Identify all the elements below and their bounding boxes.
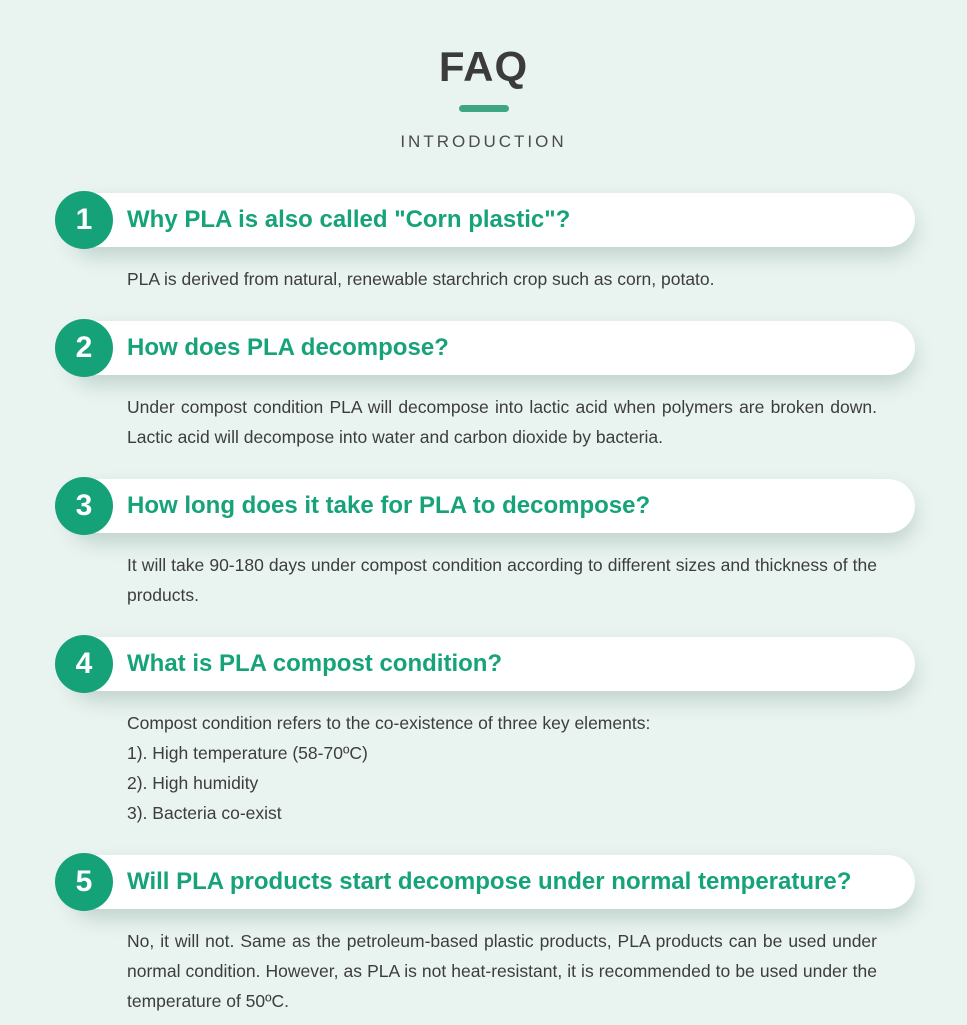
answer-block: [127, 264, 877, 294]
question-number: 2: [75, 331, 93, 364]
page-header: [0, 0, 967, 152]
title-divider: [459, 105, 509, 112]
question-text: How does PLA decompose?: [127, 334, 449, 361]
question-text: What is PLA compost condition?: [127, 650, 503, 677]
faq-item: [0, 191, 967, 294]
faq-item: [0, 477, 967, 610]
question-number-badge: [55, 853, 113, 911]
answer-line: Under compost condition PLA will decompose into lactic acid when polymers are broken down. Lactic acid will decompose into water and carbon dioxide by bacteria.: [127, 397, 877, 447]
answer-block: [127, 550, 877, 610]
answer-line: PLA is derived from natural, renewable starchrich crop such as corn, potato.: [127, 269, 715, 289]
question-number-badge: [55, 191, 113, 249]
answer-line: No, it will not. Same as the petroleum-based plastic products, PLA products can be used under normal condition. However, as PLA is not heat-resistant, it is recommended to be used under the temperature of 50ºC.: [127, 931, 877, 1011]
question-text: How long does it take for PLA to decompose?: [127, 492, 651, 519]
question-row: [0, 853, 967, 911]
question-number: 4: [75, 647, 93, 680]
answer-line: Compost condition refers to the co-existence of three key elements:: [127, 713, 651, 733]
question-row: [0, 319, 967, 377]
answer-line: 2). High humidity: [127, 773, 259, 793]
answer-block: [127, 708, 877, 828]
question-number: 5: [75, 865, 93, 898]
question-number-badge: [55, 635, 113, 693]
question-row: [0, 191, 967, 249]
faq-item: [0, 635, 967, 828]
answer-block: [127, 392, 877, 452]
answer-block: [127, 926, 877, 1016]
question-row: [0, 477, 967, 535]
page-title: FAQ: [438, 43, 529, 90]
answer-line: 3). Bacteria co-exist: [127, 803, 282, 823]
faq-list: [0, 191, 967, 1016]
faq-item: [0, 853, 967, 1016]
question-number-badge: [55, 477, 113, 535]
answer-line: It will take 90-180 days under compost condition according to different sizes and thickness of the products.: [127, 555, 877, 605]
faq-item: [0, 319, 967, 452]
question-number: 3: [75, 489, 93, 522]
question-text: Will PLA products start decompose under normal temperature?: [127, 868, 852, 895]
answer-line: 1). High temperature (58-70ºC): [127, 743, 368, 763]
question-text: Why PLA is also called "Corn plastic"?: [127, 206, 571, 233]
question-number: 1: [75, 203, 93, 236]
question-number-badge: [55, 319, 113, 377]
question-row: [0, 635, 967, 693]
page-subtitle: INTRODUCTION: [400, 132, 567, 151]
